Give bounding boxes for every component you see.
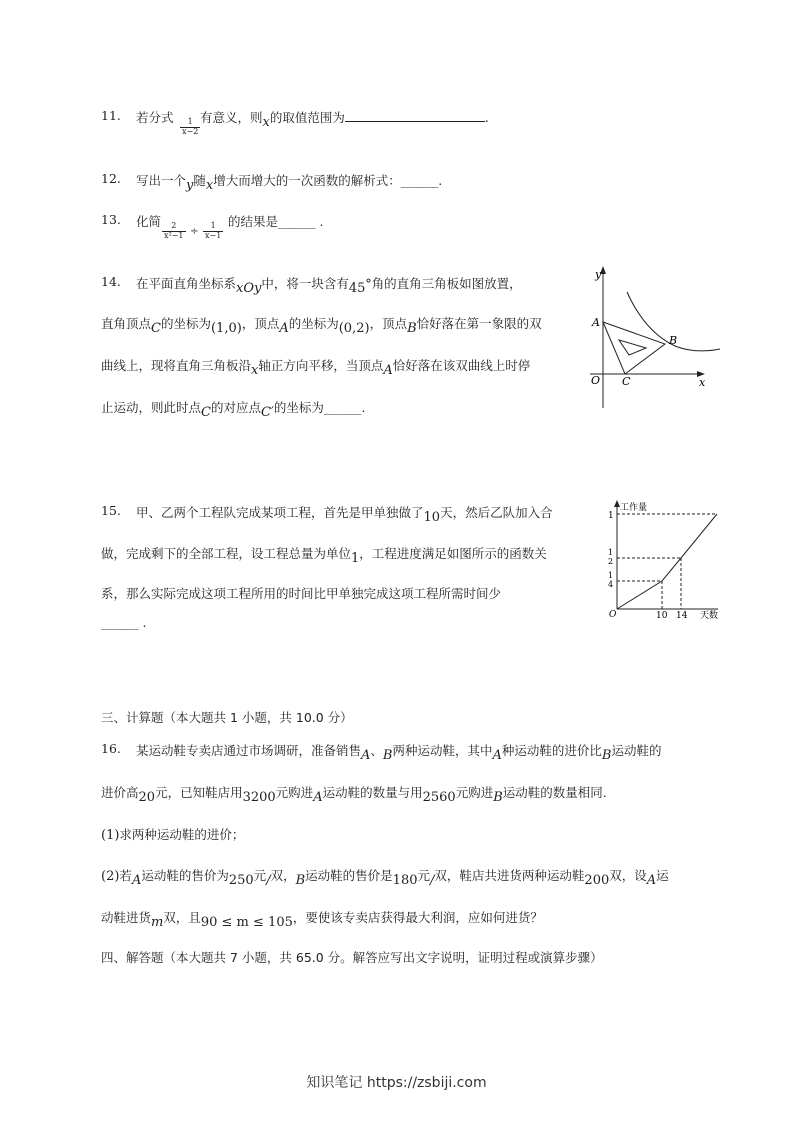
q16-p1: 求两种运动鞋的进价； [119, 827, 245, 842]
q16-l1v3: A [492, 748, 502, 763]
q11-var: x [262, 115, 270, 130]
q16-l2n2: 3200 [242, 790, 276, 805]
q13-frac2 [203, 222, 223, 241]
q16-l2e: 元购进 [455, 785, 494, 800]
q14-l4v2: C′ [260, 405, 274, 420]
q14-label-y: y [595, 268, 602, 281]
q16-p2n1: 250 [228, 873, 254, 888]
q15-progress-line [617, 514, 717, 609]
q14-l2f: 恰好落在第一象限的双 [416, 316, 542, 331]
q14-line3 [101, 356, 531, 378]
q14-l1a: 在平面直角坐标系 [136, 276, 237, 291]
q14-l2d: 的坐标为 [288, 316, 339, 331]
q16-l2d: 运动鞋的数量与用 [322, 785, 423, 800]
q16-l1b: 两种运动鞋，其中 [392, 743, 493, 758]
q16-p2n: (2) [101, 869, 120, 884]
q16-p2h: 双，设 [609, 868, 647, 883]
q11-fraction [180, 118, 200, 137]
section-4-heading: 四、解答题（本大题共 7 小题，共 65.0 分。解答应写出文字说明，证明过程或演算步骤） [101, 950, 603, 965]
q15-line4: ______ . [101, 615, 147, 630]
q14-l3v2: A [383, 363, 393, 378]
q11-text [136, 108, 174, 126]
q14-triangle [603, 322, 665, 374]
q16-l1s: 、 [370, 743, 383, 758]
q15-l2a: 做，完成剩下的全部工程，设工程总量为单位 [101, 546, 352, 561]
q14-line2 [101, 314, 542, 336]
q13-t2: 的结果是______ . [228, 214, 324, 229]
q16-l2v2: B [493, 790, 503, 805]
q14-l3v1: x [251, 363, 259, 378]
q15-xlabel: 天数 [700, 611, 719, 621]
q15-line2 [101, 544, 547, 566]
q13-frac1-num: 2 [162, 222, 186, 232]
q11-number: 11. [101, 108, 121, 123]
q16-part2-line1 [101, 866, 669, 888]
q14-label-o: O [591, 374, 601, 387]
q16-p2g: 双，鞋店共进货两种运动鞋 [434, 868, 585, 883]
q15-l1a: 甲、乙两个工程队完成某项工程，首先是甲单独做了 [136, 505, 424, 520]
q14-l2a: 直角顶点 [101, 316, 152, 331]
q16-l2a: 进价高 [101, 785, 139, 800]
footer-watermark: 知识笔记 https://zsbiji.com [306, 1075, 487, 1091]
q16-p2s2: / [430, 873, 435, 888]
q15-ylabel: 工作量 [620, 503, 648, 513]
q15-label-o: O [609, 610, 617, 620]
q16-part2-line2 [101, 908, 543, 930]
q14-l2v3: B [407, 321, 417, 336]
q14-figure [585, 262, 725, 412]
q14-l4b: 的对应点 [210, 400, 261, 415]
q15-l2b: ，工程进度满足如图所示的函数关 [359, 546, 547, 561]
q11-post: 的取值范围为 [269, 110, 345, 125]
q16-p3v: m [151, 915, 164, 930]
q12-t3: 增大而增大的一次函数的解析式：______. [213, 173, 443, 188]
q14-l2b: 的坐标为 [160, 316, 211, 331]
q13-expression [160, 222, 225, 241]
q15-figure [600, 497, 730, 622]
q16-l2v1: A [313, 790, 323, 805]
q15-tick-yhalf-den: 2 [608, 557, 614, 566]
q16-line1 [136, 741, 662, 763]
q16-l1v4: B [601, 748, 612, 763]
q15-number: 15. [101, 503, 121, 518]
q12-t1: 写出一个 [136, 173, 187, 188]
q15-line3: 系，那么实际完成这项工程所用的时间比甲单独完成这项工程所需时间少 [101, 586, 502, 601]
q15-tick-yq-den: 4 [608, 580, 614, 589]
q15-tick-yq-num: 1 [608, 571, 614, 580]
q13-frac2-num: 1 [203, 222, 223, 232]
q16-l2b: 元，已知鞋店用 [155, 785, 243, 800]
q16-p2v2: B [295, 873, 306, 888]
q16-line2 [101, 783, 607, 805]
q14-l3b: 轴正方向平移，当顶点 [258, 358, 384, 373]
q13-t1: 化简 [136, 214, 162, 229]
q14-l2c1: (1,0) [210, 321, 242, 336]
q16-number: 16. [101, 741, 121, 756]
q14-l2c2: (0,2) [338, 321, 370, 336]
q14-line4 [101, 398, 366, 420]
q15-tick-x10: 10 [656, 611, 668, 621]
q14-line1 [136, 274, 522, 296]
q14-number: 14. [101, 274, 121, 289]
q12-text [136, 171, 443, 193]
q12-v1: y [186, 178, 194, 193]
q16-l1v1: A [361, 748, 371, 763]
q16-p3ineq: 90 ≤ m ≤ 105 [200, 915, 293, 930]
q11-pre: 若分式 [136, 110, 174, 125]
q14-label-x: x [699, 376, 706, 389]
q16-p2a: 若 [119, 868, 132, 883]
q13-number: 13. [101, 212, 121, 227]
q12-number: 12. [101, 171, 121, 186]
q15-tick-yhalf-num: 1 [608, 548, 614, 557]
q16-l2c: 元购进 [275, 785, 314, 800]
q11-end: . [484, 110, 489, 125]
q11-text-rest [200, 108, 489, 130]
q16-l1v2: B [382, 748, 393, 763]
q16-p2b: 运动鞋的售价为 [141, 868, 229, 883]
q16-p2n3: 200 [584, 873, 610, 888]
q14-l3a: 曲线上，现将直角三角板沿 [101, 358, 252, 373]
q15-tick-y1: 1 [608, 511, 614, 521]
q14-l3c: 恰好落在该双曲线上时停 [392, 358, 531, 373]
q14-l1b: 中，将一块含有 [261, 276, 349, 291]
q16-p2c: 元 [253, 868, 267, 883]
q11-answer-blank[interactable] [345, 109, 485, 122]
q14-label-c: C [622, 375, 631, 388]
q16-p2s1: / [266, 873, 271, 888]
q14-l2v2: A [279, 321, 289, 336]
q16-p3a: 动鞋进货 [101, 910, 152, 925]
q16-p2d: 双， [270, 868, 296, 883]
q15-tick-x14: 14 [676, 611, 688, 621]
q14-l2v1: C [151, 321, 161, 336]
q16-p2n2: 180 [392, 873, 418, 888]
q14-label-b: B [669, 334, 678, 347]
q16-p3c: ，要使该专卖店获得最大利润，应如何进货？ [292, 910, 543, 925]
q16-l2n1: 20 [138, 790, 156, 805]
q14-l4v1: C [201, 405, 211, 420]
q16-p2v3: A [646, 873, 657, 888]
q16-p3b: 双，且 [163, 910, 201, 925]
q12-t2: 随 [193, 173, 206, 188]
q13-divide-sign: ÷ [190, 225, 199, 237]
q16-l1c: 种运动鞋的进价比 [501, 743, 602, 758]
q15-l2n: 1 [351, 551, 360, 566]
q13-frac2-den: x−1 [205, 230, 222, 240]
q11-frac-num: 1 [180, 118, 200, 128]
section-3-heading: 三、计算题（本大题共 1 小题，共 10.0 分） [101, 710, 353, 725]
q14-l2c: ，顶点 [241, 316, 280, 331]
q16-l2f: 运动鞋的数量相同. [502, 785, 607, 800]
q14-l1n: 45 [348, 281, 366, 296]
q14-l2e: ，顶点 [369, 316, 408, 331]
q11-frac-den: x−2 [182, 126, 199, 136]
q15-l1n: 10 [423, 510, 441, 525]
q16-p2f: 元 [417, 868, 431, 883]
q12-v2: x [205, 178, 214, 193]
q16-p2v1: A [131, 873, 142, 888]
q16-p2i: 运 [656, 868, 669, 883]
q14-label-a: A [592, 316, 600, 329]
q16-part1 [101, 825, 244, 843]
q13-frac1 [162, 222, 186, 241]
q15-line1 [136, 503, 553, 525]
q14-inner-triangle [619, 340, 646, 355]
q16-l1d: 运动鞋的 [611, 743, 662, 758]
q16-l2n3: 2560 [422, 790, 456, 805]
q16-l1a: 某运动鞋专卖店通过市场调研，准备销售 [136, 743, 362, 758]
q14-l4a: 止运动，则此时点 [101, 400, 202, 415]
q14-l1v: xOy [236, 281, 262, 296]
q14-l1c: °角的直角三角板如图放置， [365, 276, 522, 291]
q11-mid: 有意义，则 [200, 110, 263, 125]
q16-p1n: (1) [101, 828, 120, 843]
q13-frac1-den: x²−1 [164, 230, 184, 240]
q14-l4c: 的坐标为______. [273, 400, 366, 415]
q16-p2e: 运动鞋的售价是 [305, 868, 393, 883]
q15-l1b: 天，然后乙队加入合 [440, 505, 553, 520]
